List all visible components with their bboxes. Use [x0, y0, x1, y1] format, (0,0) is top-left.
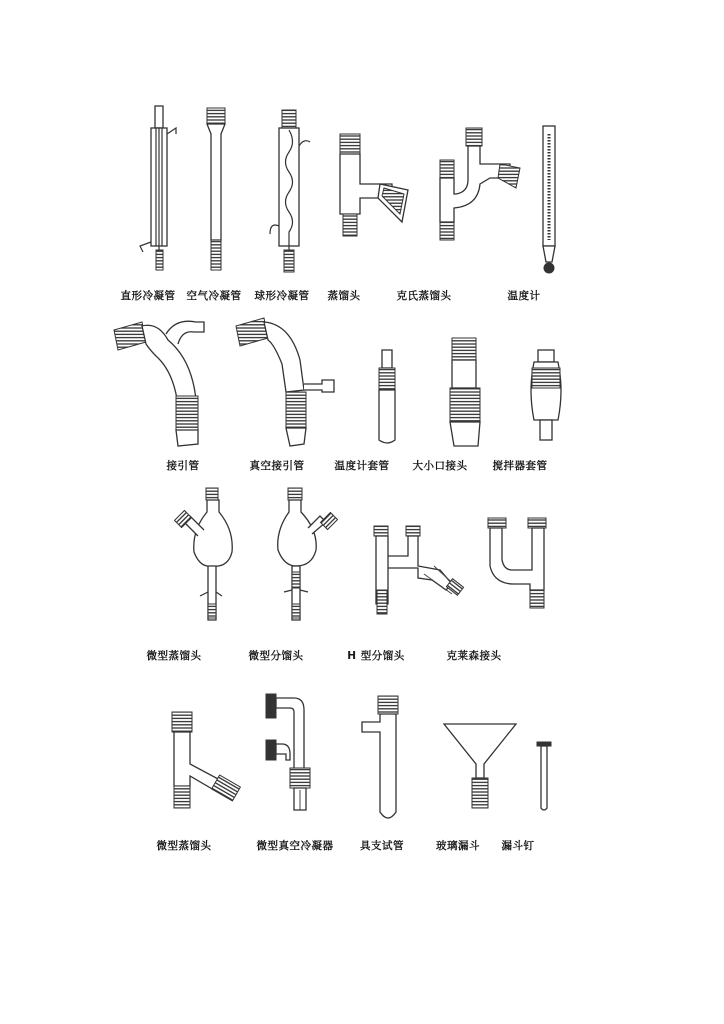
label-claisen-distillation-head: 克氏蒸馏头	[396, 290, 452, 302]
thermometer-sleeve-icon	[379, 350, 395, 443]
label-bulb-condenser: 球形冷凝管	[254, 290, 310, 302]
label-thermometer: 温度计	[507, 290, 541, 302]
label-side-arm-test-tube: 具支试管	[360, 840, 404, 852]
funnel-nail-icon	[537, 742, 551, 810]
straight-condenser-icon	[140, 106, 176, 270]
side-arm-test-tube-icon	[362, 696, 398, 818]
label-air-condenser: 空气冷凝管	[186, 290, 242, 302]
label-vacuum-adapter: 真空接引管	[249, 460, 305, 472]
micro-distillation-head-icon	[172, 712, 240, 808]
claisen-distillation-head-icon	[440, 128, 520, 240]
label-reducing-adapter: 大小口接头	[412, 460, 468, 472]
air-condenser-icon	[207, 108, 225, 270]
label-glass-funnel: 玻璃漏斗	[436, 840, 480, 852]
vacuum-adapter-icon	[236, 318, 334, 446]
label-h-type-fractionation-head: H 型分馏头	[347, 650, 405, 662]
label-micro-fractionation-head: 微型分馏头	[248, 650, 304, 662]
thermometer-icon	[543, 126, 555, 273]
bulb-condenser-icon	[270, 110, 310, 272]
micro-distillation-head-flask-icon	[175, 488, 233, 620]
label-micro-distillation-head-flask: 微型蒸馏头	[146, 650, 202, 662]
reducing-adapter-icon	[450, 338, 480, 446]
micro-fractionation-head-icon	[278, 488, 338, 620]
glass-funnel-icon	[444, 724, 516, 808]
label-adapter-bend: 接引管	[166, 460, 200, 472]
label-claisen-adapter: 克莱森接头	[446, 650, 502, 662]
label-micro-vacuum-condenser: 微型真空冷凝器	[256, 840, 334, 852]
label-micro-distillation-head: 微型蒸馏头	[156, 840, 212, 852]
label-stirrer-sleeve: 搅拌器套管	[492, 460, 548, 472]
stirrer-sleeve-icon	[531, 350, 561, 440]
adapter-bend-icon	[114, 321, 204, 446]
label-straight-condenser: 直形冷凝管	[120, 290, 176, 302]
micro-vacuum-condenser-icon	[266, 694, 310, 810]
label-distillation-head: 蒸馏头	[327, 290, 361, 302]
label-thermometer-sleeve: 温度计套管	[334, 460, 390, 472]
h-type-fractionation-head-icon	[374, 526, 464, 614]
claisen-adapter-icon	[488, 518, 546, 608]
distillation-head-icon	[340, 134, 408, 236]
label-funnel-nail: 漏斗钉	[501, 840, 535, 852]
